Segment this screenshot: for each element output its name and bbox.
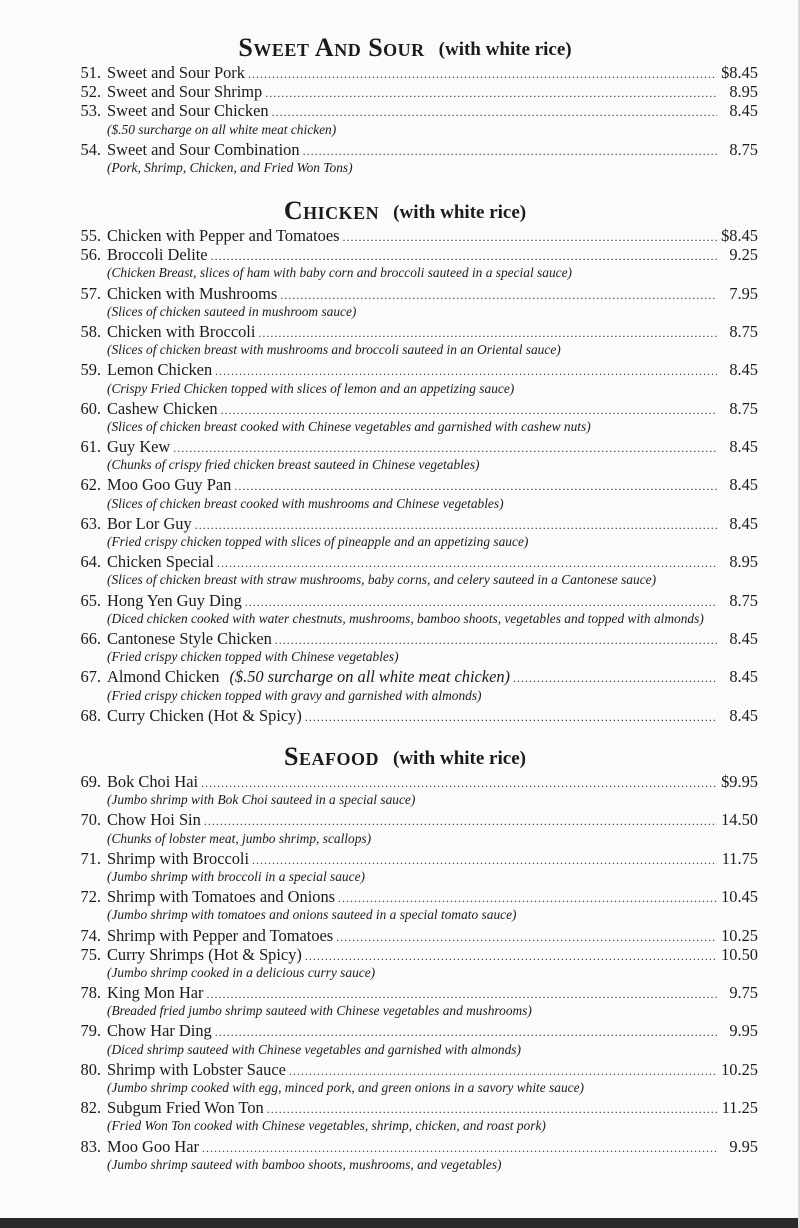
item-price: $9.95: [721, 772, 758, 791]
item-price: 8.45: [729, 437, 758, 457]
item-description: (Jumbo shrimp with broccoli in a special sauce): [107, 868, 365, 884]
item-price: 8.45: [729, 101, 758, 121]
dot-leader: [215, 1023, 717, 1042]
item-number: 69.: [80, 772, 101, 791]
item-name: Shrimp with Pepper and Tomatoes: [107, 925, 334, 945]
menu-item-line: [64, 475, 758, 494]
menu-item: [64, 322, 758, 360]
item-price: 8.75: [729, 321, 758, 341]
dot-leader: [303, 142, 717, 161]
dot-leader: [343, 228, 717, 247]
item-description: ($.50 surcharge on all white meat chicken): [107, 121, 337, 137]
item-description: (Chicken Breast, slices of ham with baby corn and broccoli sauteed in a special sauce): [107, 265, 572, 281]
item-name: Chicken with Pepper and Tomatoes: [107, 226, 340, 245]
menu-item-line: [64, 82, 758, 101]
item-number: 68.: [80, 705, 101, 725]
item-price: 10.45: [721, 887, 758, 907]
item-price: 9.95: [729, 1021, 758, 1041]
item-description: (Slices of chicken breast cooked with mushrooms and Chinese vegetables): [107, 495, 504, 511]
menu-item-line: [64, 245, 758, 264]
menu-item-line: [64, 926, 758, 945]
item-number: 57.: [80, 283, 101, 303]
menu-items: [64, 63, 758, 178]
menu-item: [64, 245, 758, 283]
menu-item: [64, 475, 758, 513]
item-name: Shrimp with Lobster Sauce: [107, 1059, 286, 1079]
menu-item: [64, 1098, 758, 1136]
item-description: (Jumbo shrimp cooked in a delicious curry sauce): [107, 964, 376, 980]
menu-item-line: [64, 226, 758, 245]
item-name: Chicken with Broccoli: [107, 321, 256, 341]
item-name: Moo Goo Har: [107, 1136, 199, 1156]
dot-leader: [234, 477, 717, 496]
dot-leader: [336, 928, 717, 947]
item-name: Cantonese Style Chicken: [107, 628, 272, 648]
item-name: Curry Chicken (Hot & Spicy): [107, 705, 302, 725]
section-title: Chicken: [283, 196, 380, 225]
section-title: Sweet And Sour: [238, 33, 425, 62]
item-description: (Jumbo shrimp cooked with egg, minced pork, and green onions in a savory white sauce): [107, 1080, 585, 1095]
menu-item: [64, 399, 758, 437]
item-price: 8.45: [729, 513, 758, 533]
menu-item-line: [64, 983, 758, 1002]
item-description: (Slices of chicken breast with mushrooms and broccoli sauteed in an Oriental sauce): [107, 342, 561, 358]
menu-item: [64, 945, 758, 983]
menu-item-line: [64, 322, 758, 341]
menu-item: [64, 514, 758, 552]
section-heading: [0, 29, 798, 63]
item-number: 79.: [80, 1021, 101, 1041]
menu-item-line: [64, 514, 758, 533]
menu-items: [64, 772, 758, 1175]
item-number: 56.: [80, 245, 101, 265]
item-number: 83.: [80, 1136, 101, 1156]
menu-item: [64, 629, 758, 667]
item-name: Shrimp with Tomatoes and Onions: [107, 887, 336, 907]
item-price: 7.95: [729, 283, 758, 303]
menu-item: [64, 667, 758, 705]
menu-item: [64, 1060, 758, 1098]
item-description: (Jumbo shrimp sauteed with bamboo shoots, mushrooms, and vegetables): [107, 1156, 502, 1172]
menu-item-line: [64, 629, 758, 648]
menu-item-line: [64, 284, 758, 303]
item-price: 8.45: [729, 475, 758, 495]
item-price: 14.50: [721, 810, 758, 830]
menu-item-line: [64, 63, 758, 82]
item-name: Bor Lor Guy: [107, 513, 192, 533]
item-number: 60.: [80, 398, 101, 418]
item-description: (Jumbo shrimp with tomatoes and onions sauteed in a special tomato sauce): [107, 907, 517, 923]
item-name: Sweet and Sour Chicken: [107, 101, 269, 121]
menu-item: [64, 591, 758, 629]
item-number: 66.: [80, 628, 101, 648]
dot-leader: [204, 812, 717, 831]
item-number: 63.: [80, 513, 101, 533]
dot-leader: [265, 84, 717, 103]
item-description: (Fried crispy chicken topped with gravy and garnished with almonds): [107, 687, 482, 703]
dot-leader: [245, 593, 717, 612]
item-number: 65.: [80, 590, 101, 610]
item-price: 8.45: [729, 667, 758, 687]
section-chicken: [0, 192, 798, 725]
item-name: Moo Goo Guy Pan: [107, 475, 232, 495]
item-description: (Slices of chicken breast with straw mushrooms, baby corns, and celery sauteed in a Cantonese sauce): [107, 572, 657, 588]
item-number: 51.: [80, 63, 101, 82]
item-name: Lemon Chicken: [107, 360, 213, 380]
menu-item: [64, 284, 758, 322]
item-price: 8.45: [729, 705, 758, 725]
item-number: 82.: [80, 1098, 101, 1118]
item-description: (Diced shrimp sauteed with Chinese vegetables and garnished with almonds): [107, 1041, 521, 1057]
item-name: Shrimp with Broccoli: [107, 848, 250, 868]
item-description: (Diced chicken cooked with water chestnuts, mushrooms, bamboo shoots, vegetables and topped with almonds): [107, 610, 704, 626]
menu-item: [64, 810, 758, 848]
item-price: 8.75: [729, 590, 758, 610]
dot-leader: [202, 1139, 717, 1158]
menu-item: [64, 63, 758, 82]
item-number: 52.: [80, 82, 101, 102]
menu-item-line: [64, 1137, 758, 1156]
item-description: (Slices of chicken breast cooked with Chinese vegetables and garnished with cashew nuts): [107, 418, 591, 434]
item-number: 71.: [80, 848, 101, 868]
section-subtitle: (with white rice): [393, 202, 527, 223]
item-name: Cashew Chicken: [107, 398, 218, 418]
menu-item-line: [64, 667, 758, 686]
item-number: 58.: [80, 321, 101, 341]
menu-item-line: [64, 887, 758, 906]
item-name: Chicken with Mushrooms: [107, 283, 278, 303]
item-price: 8.95: [729, 82, 758, 102]
item-number: 72.: [80, 887, 101, 907]
item-price: 10.25: [721, 1059, 758, 1079]
menu-item-line: [64, 1098, 758, 1117]
item-name: Chow Har Ding: [107, 1021, 212, 1041]
dot-leader: [215, 362, 717, 381]
item-price: 9.75: [729, 983, 758, 1003]
section-subtitle: (with white rice): [393, 748, 526, 769]
item-description: (Fried crispy chicken topped with Chinese vegetables): [107, 649, 399, 665]
menu-item: [64, 226, 758, 245]
item-number: 78.: [80, 983, 101, 1003]
item-name: Chow Hoi Sin: [107, 810, 201, 830]
item-number: 55.: [80, 226, 101, 245]
menu-item: [64, 706, 758, 725]
item-price: 8.45: [729, 360, 758, 380]
item-name: Chicken Special: [107, 552, 214, 572]
menu-items: [64, 226, 758, 725]
item-description: (Fried Won Ton cooked with Chinese vegetables, shrimp, chicken, and roast pork): [107, 1118, 546, 1134]
menu-item-line: [64, 552, 758, 571]
item-description: (Crispy Fried Chicken topped with slices of lemon and an appetizing sauce): [107, 380, 515, 396]
item-description: (Chunks of crispy fried chicken breast sauteed in Chinese vegetables): [107, 457, 480, 473]
menu-item: [64, 887, 758, 925]
menu-item: [64, 849, 758, 887]
menu-item-line: [64, 1021, 758, 1040]
item-price: 10.50: [721, 944, 758, 964]
item-number: 64.: [80, 552, 101, 572]
menu-item-line: [64, 706, 758, 725]
dot-leader: [513, 669, 717, 688]
item-number: 70.: [80, 810, 101, 830]
menu-item: [64, 772, 758, 810]
item-name: Broccoli Delite: [107, 245, 208, 265]
item-price: 11.75: [721, 848, 758, 868]
section-heading: [0, 192, 798, 226]
item-price: 10.25: [721, 925, 758, 945]
dot-leader: [248, 65, 717, 84]
section-subtitle: (with white rice): [438, 39, 572, 60]
menu-item-line: [64, 437, 758, 456]
item-number: 80.: [80, 1059, 101, 1079]
menu-item: [64, 82, 758, 101]
item-price: $8.45: [721, 63, 758, 82]
item-description: (Fried crispy chicken topped with slices of pineapple and an appetizing sauce): [107, 534, 529, 549]
menu-item: [64, 101, 758, 139]
menu-item-line: [64, 849, 758, 868]
menu-item-line: [64, 945, 758, 964]
menu-item-line: [64, 140, 758, 159]
item-number: 59.: [80, 360, 101, 380]
menu-item-line: [64, 101, 758, 120]
menu-item: [64, 437, 758, 475]
item-number: 53.: [80, 101, 101, 121]
item-price: 8.75: [729, 398, 758, 418]
menu-item-line: [64, 810, 758, 829]
item-name: Curry Shrimps (Hot & Spicy): [107, 944, 302, 964]
section-sweet-and-sour: [0, 29, 798, 178]
item-name: Almond Chicken: [107, 667, 220, 687]
menu-item: [64, 1021, 758, 1059]
section-title: Seafood: [284, 742, 379, 771]
item-note: ($.50 surcharge on all white meat chicken): [229, 667, 510, 687]
dot-leader: [305, 708, 717, 727]
item-price: 11.25: [721, 1098, 758, 1118]
menu-item: [64, 926, 758, 945]
item-description: (Slices of chicken sauteed in mushroom sauce): [107, 303, 357, 319]
item-number: 61.: [80, 437, 101, 457]
item-price: 8.45: [729, 628, 758, 648]
menu-item: [64, 360, 758, 398]
item-name: Hong Yen Guy Ding: [107, 590, 242, 610]
item-number: 62.: [80, 475, 101, 495]
dot-leader: [280, 286, 717, 305]
section-heading: [0, 738, 798, 772]
item-number: 54.: [80, 139, 101, 159]
menu-item-line: [64, 399, 758, 418]
menu-item: [64, 552, 758, 590]
dot-leader: [272, 103, 717, 122]
item-price: 9.25: [729, 245, 758, 265]
menu-item-line: [64, 772, 758, 791]
item-name: King Mon Har: [107, 983, 204, 1003]
menu-item: [64, 140, 758, 178]
menu-item-line: [64, 1060, 758, 1079]
item-description: (Jumbo shrimp with Bok Choi sauteed in a special sauce): [107, 792, 416, 808]
item-name: Subgum Fried Won Ton: [107, 1098, 264, 1118]
item-number: 74.: [80, 925, 101, 945]
item-description: (Chunks of lobster meat, jumbo shrimp, scallops): [107, 830, 372, 846]
item-number: 75.: [80, 944, 101, 964]
item-description: (Breaded fried jumbo shrimp sauteed with Chinese vegetables and mushrooms): [107, 1003, 532, 1019]
item-price: 9.95: [729, 1136, 758, 1156]
item-name: Sweet and Sour Pork: [107, 63, 245, 82]
item-description: (Pork, Shrimp, Chicken, and Fried Won Tons): [107, 159, 353, 175]
item-name: Guy Kew: [107, 437, 171, 457]
item-name: Sweet and Sour Combination: [107, 139, 300, 159]
menu-item: [64, 1137, 758, 1175]
menu-item-line: [64, 360, 758, 379]
menu-item: [64, 983, 758, 1021]
item-number: 67.: [80, 667, 101, 687]
item-name: Bok Choi Hai: [107, 772, 199, 791]
item-name: Sweet and Sour Shrimp: [107, 82, 263, 102]
item-price: 8.95: [729, 552, 758, 572]
item-price: $8.45: [721, 226, 758, 245]
item-price: 8.75: [729, 139, 758, 159]
menu-item-line: [64, 591, 758, 610]
section-seafood: [0, 738, 798, 1175]
